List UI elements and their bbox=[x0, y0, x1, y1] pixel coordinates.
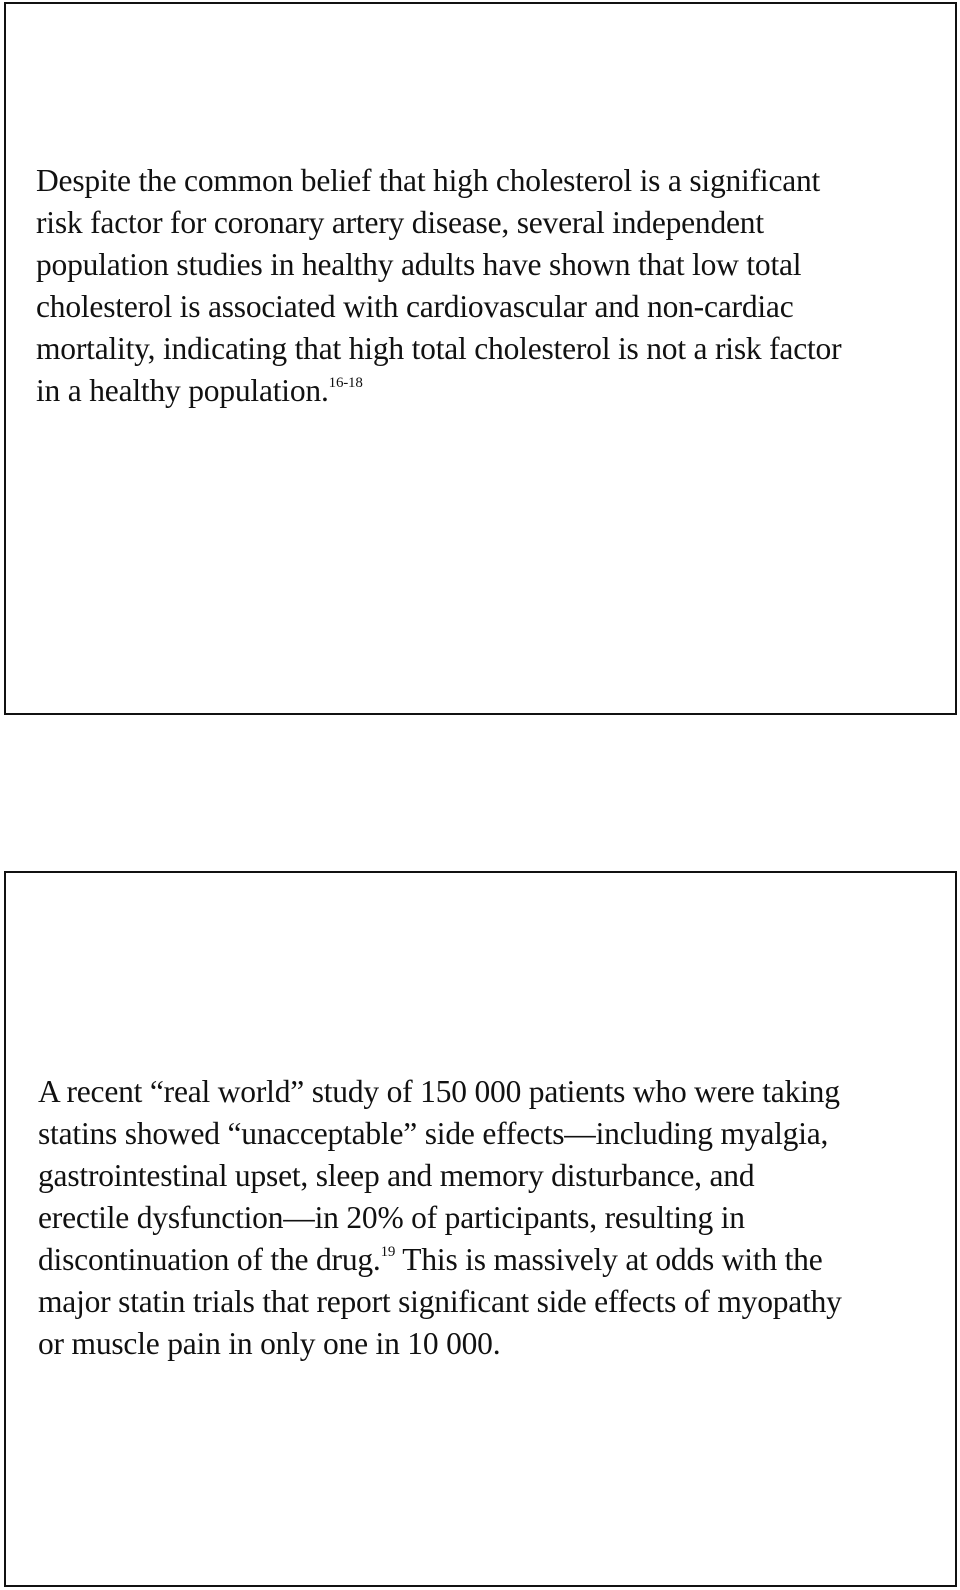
slide-2-paragraph bbox=[38, 1071, 842, 1365]
text-line-last bbox=[36, 370, 841, 412]
text-line-with-citation bbox=[38, 1239, 842, 1281]
citation-superscript: 19 bbox=[380, 1243, 396, 1260]
text-line: major statin trials that report significant side effects of myopathy bbox=[38, 1284, 842, 1319]
text-segment: This is massively at odds with the bbox=[395, 1242, 823, 1277]
text-line: risk factor for coronary artery disease, several independent bbox=[36, 205, 764, 240]
text-line: or muscle pain in only one in 10 000. bbox=[38, 1326, 501, 1361]
text-line: mortality, indicating that high total cholesterol is not a risk factor bbox=[36, 331, 842, 366]
slide-statin-side-effects bbox=[4, 871, 957, 1587]
text-line: statins showed “unacceptable” side effects—including myalgia, bbox=[38, 1116, 829, 1151]
text-line: population studies in healthy adults have shown that low total bbox=[36, 247, 802, 282]
citation-superscript: 16-18 bbox=[328, 374, 363, 391]
text-line: Despite the common belief that high cholesterol is a significant bbox=[36, 163, 821, 198]
slide-cholesterol-risk bbox=[4, 2, 957, 715]
text-segment: in a healthy population. bbox=[36, 373, 329, 408]
text-segment: discontinuation of the drug. bbox=[38, 1242, 381, 1277]
text-line: erectile dysfunction—in 20% of participants, resulting in bbox=[38, 1200, 745, 1235]
text-line: cholesterol is associated with cardiovascular and non-cardiac bbox=[36, 289, 794, 324]
text-line: A recent “real world” study of 150 000 patients who were taking bbox=[38, 1074, 840, 1109]
text-line: gastrointestinal upset, sleep and memory disturbance, and bbox=[38, 1158, 755, 1193]
slide-1-paragraph bbox=[36, 160, 841, 412]
